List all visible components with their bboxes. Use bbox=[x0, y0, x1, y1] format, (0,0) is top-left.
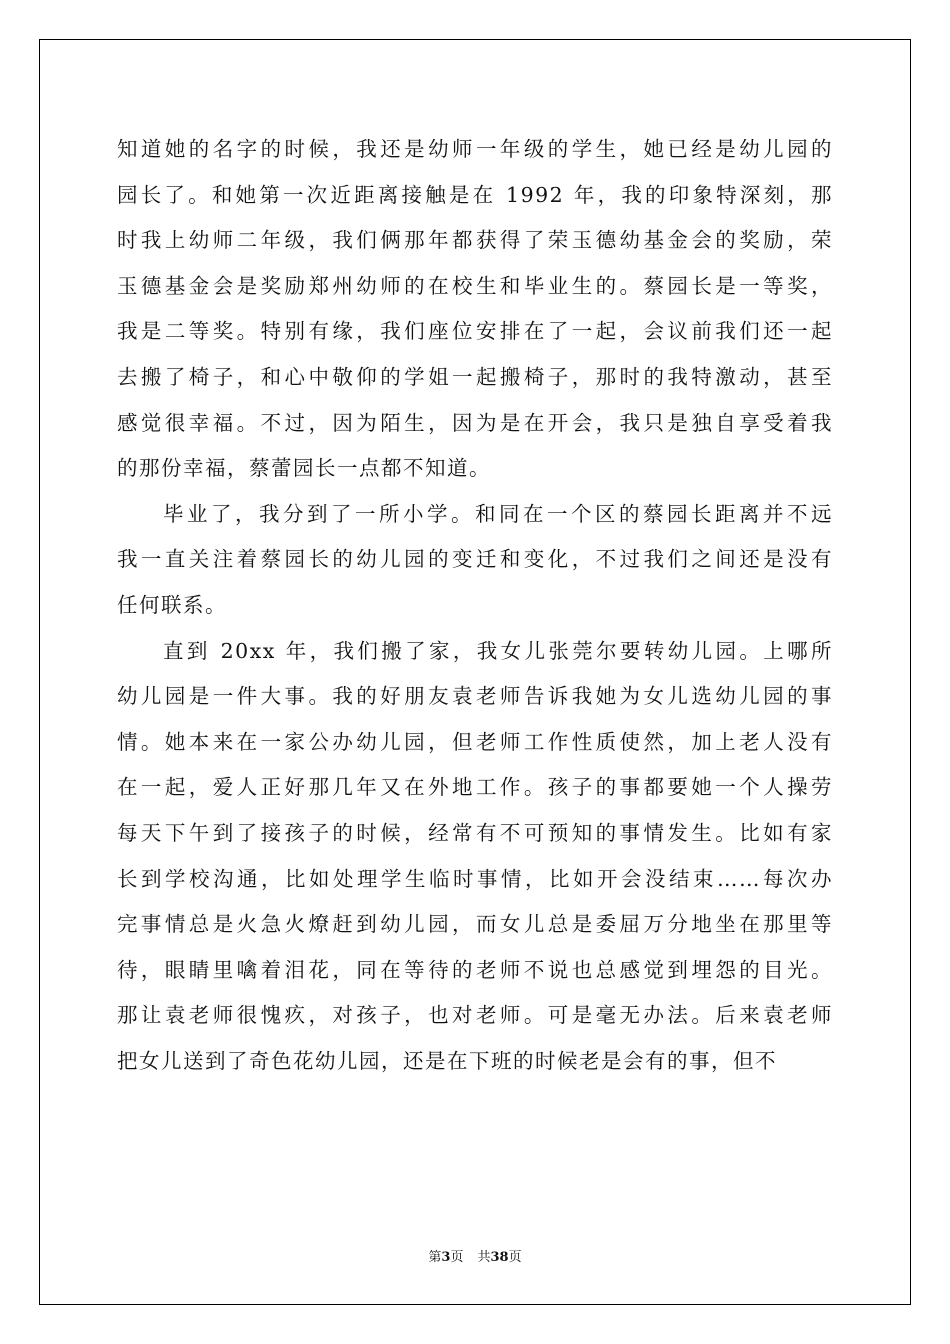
text-line: 直到 20xx 年，我们搬了家，我女儿张莞尔要转幼儿园。上哪所 bbox=[163, 638, 833, 663]
text-line: 时我上幼师二年级，我们俩那年都获得了荣玉德幼基金会的奖励，荣 bbox=[117, 228, 833, 253]
text-line: 我一直关注着蔡园长的幼儿园的变迁和变化，不过我们之间还是没有 bbox=[117, 547, 833, 572]
text-line: 知道她的名字的时候，我还是幼师一年级的学生，她已经是幼儿园的 bbox=[117, 137, 833, 161]
text-line: 情。她本来在一家公办幼儿园，但老师工作性质使然，加上老人没有 bbox=[117, 729, 833, 754]
text-line: 园长了。和她第一次近距离接触是在 1992 年，我的印象特深刻，那 bbox=[117, 182, 833, 207]
text-line: 每天下午到了接孩子的时候，经常有不可预知的事情发生。比如有家 bbox=[117, 820, 833, 845]
page-prefix: 第 bbox=[428, 1250, 442, 1265]
text-line: 幼儿园是一件大事。我的好朋友袁老师告诉我她为女儿选幼儿园的事 bbox=[117, 684, 833, 709]
page-number: 3 bbox=[441, 1250, 451, 1265]
total-prefix: 共 bbox=[477, 1250, 491, 1265]
text-line: 长到学校沟通，比如处理学生临时事情，比如开会没结束……每次办 bbox=[117, 866, 833, 891]
text-line: 去搬了椅子，和心中敬仰的学姐一起搬椅子，那时的我特激动，甚至 bbox=[117, 364, 833, 389]
text-line: 在一起，爱人正好那几年又在外地工作。孩子的事都要她一个人操劳 bbox=[117, 775, 833, 800]
total-pages: 38 bbox=[490, 1250, 509, 1265]
text-line: 完事情总是火急火燎赶到幼儿园，而女儿总是委屈万分地坐在那里等 bbox=[117, 912, 833, 937]
document-body bbox=[117, 127, 833, 1084]
paragraph bbox=[117, 127, 833, 492]
page-suffix: 页 bbox=[450, 1250, 464, 1265]
text-line: 那让袁老师很愧疚，对孩子，也对老师。可是毫无办法。后来袁老师 bbox=[117, 1003, 833, 1028]
text-line: 毕业了，我分到了一所小学。和同在一个区的蔡园长距离并不远 bbox=[163, 501, 833, 526]
total-suffix: 页 bbox=[508, 1250, 522, 1265]
paragraph bbox=[117, 629, 833, 1085]
text-line: 感觉很幸福。不过，因为陌生，因为是在开会，我只是独自享受着我 bbox=[117, 410, 833, 435]
text-line: 待，眼睛里噙着泪花，同在等待的老师不说也总感觉到埋怨的目光。 bbox=[117, 957, 833, 982]
paragraph bbox=[117, 492, 833, 629]
text-line: 任何联系。 bbox=[117, 592, 227, 617]
text-line: 玉德基金会是奖励郑州幼师的在校生和毕业生的。蔡园长是一等奖， bbox=[117, 273, 833, 298]
text-line: 的那份幸福，蔡蕾园长一点都不知道。 bbox=[117, 456, 491, 481]
text-line: 我是二等奖。特别有缘，我们座位安排在了一起，会议前我们还一起 bbox=[117, 319, 833, 344]
text-line: 把女儿送到了奇色花幼儿园，还是在下班的时候老是会有的事，但不 bbox=[117, 1048, 777, 1073]
page-footer bbox=[0, 1246, 950, 1265]
